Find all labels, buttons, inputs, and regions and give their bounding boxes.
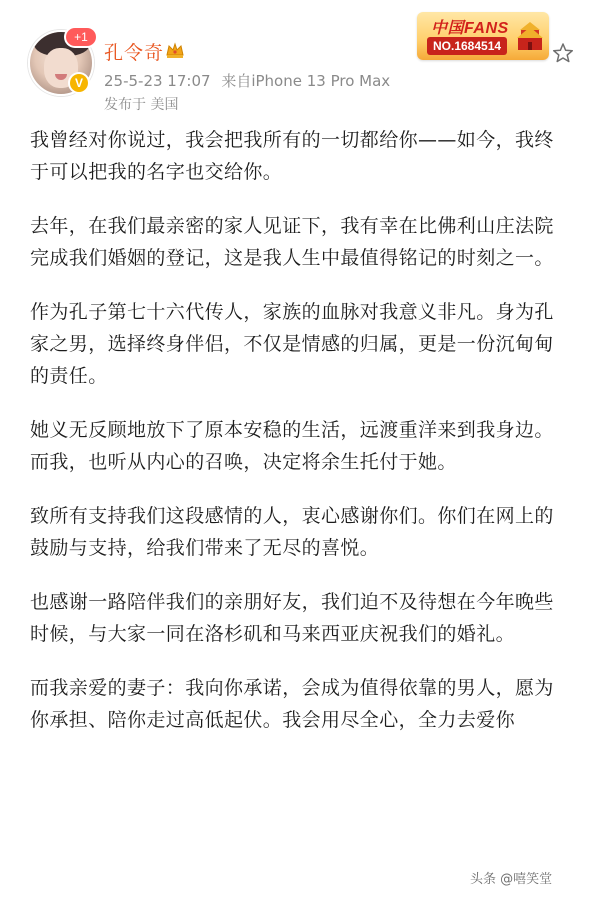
paragraph: 而我亲爱的妻子：我向你承诺，会成为值得依靠的男人，愿为你承担、陪你走过高低起伏。我会用尽全心，全力去爱你 [30,677,554,731]
crown-icon [165,41,185,59]
paragraph: 去年，在我们最亲密的家人见证下，我有幸在比佛利山庄法院完成我们婚姻的登记，这是我人生中最值得铭记的时刻之一。 [30,215,554,269]
gate-building-icon [515,20,545,54]
paragraph: 作为孔子第七十六代传人，家族的血脉对我意义非凡。身为孔家之男，选择终身伴侣，不仅是情感的归属，更是一份沉甸甸的责任。 [30,301,554,387]
paragraph: 她义无反顾地放下了原本安稳的生活，远渡重洋来到我身边。而我，也听从内心的召唤，决定将余生托付于她。 [30,419,554,473]
location: 发布于 美国 [104,97,179,113]
star-icon[interactable] [552,42,574,64]
paragraph: 致所有支持我们这段感情的人，衷心感谢你们。你们在网上的鼓励与支持，给我们带来了无尽的喜悦。 [30,505,554,559]
username[interactable]: 孔令奇 [104,42,165,64]
follow-badge[interactable]: +1 [66,28,96,46]
fans-badge[interactable] [417,12,549,60]
verified-icon: V [70,74,88,92]
fans-number: NO.1684514 [427,37,507,55]
paragraph: 也感谢一路陪伴我们的亲朋好友，我们迫不及待想在今年晚些时候，与大家一同在洛杉矶和马来西亚庆祝我们的婚礼。 [30,591,554,645]
timestamp: 25-5-23 17:07 [104,72,211,90]
post-meta [104,70,396,91]
paragraph: 我曾经对你说过，我会把我所有的一切都给你——如今，我终于可以把我的名字也交给你。 [30,129,554,183]
fans-title: 中国FANS [431,20,509,37]
source-device[interactable]: 来自iPhone 13 Pro Max [221,72,391,90]
post-header [0,0,600,120]
post-body [30,124,570,758]
watermark: 头条 @嘻笑堂 [470,872,553,887]
